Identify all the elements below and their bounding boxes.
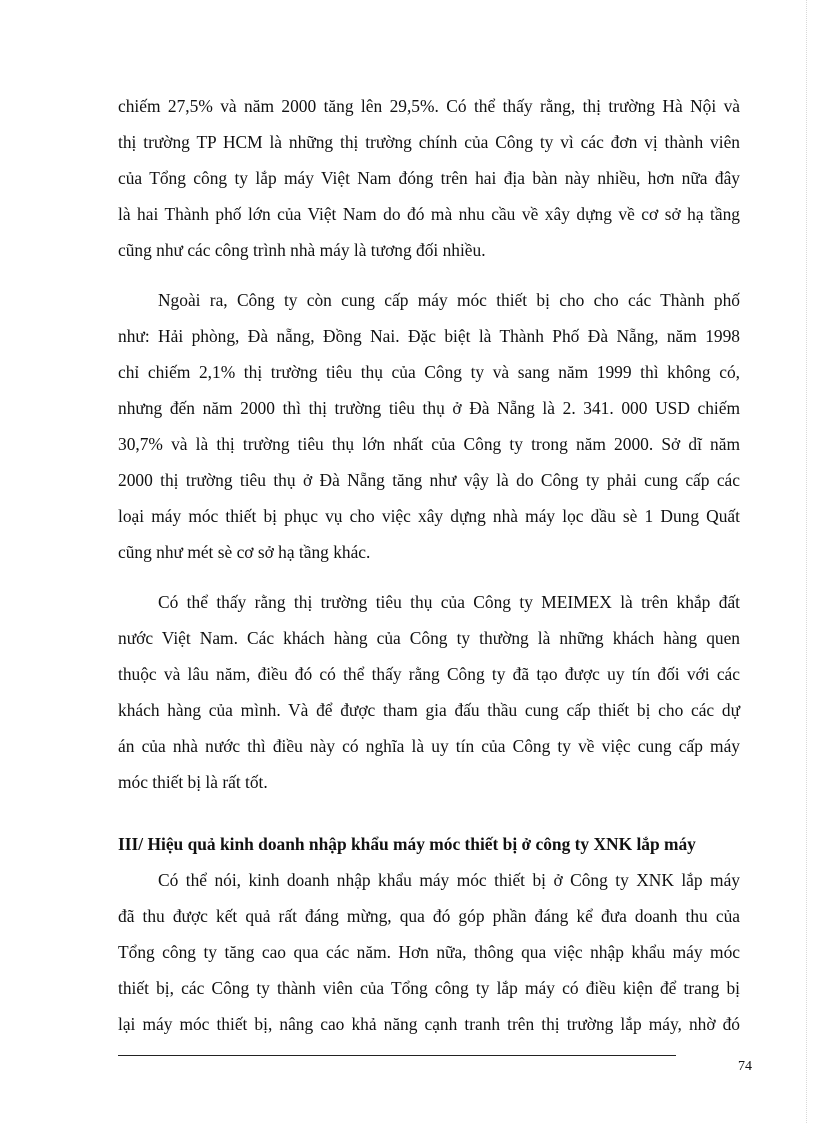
paragraph-1 (118, 88, 740, 268)
paragraph-2 (118, 282, 740, 570)
paragraph-line: cũng như các công trình nhà máy là tương đối nhiều. (118, 240, 486, 260)
paragraph-3 (118, 584, 740, 800)
paragraph-line: Ngoài ra, Công ty còn cung cấp máy móc thiết bị cho cho các Thành phố (158, 290, 740, 310)
paragraph-line: cũng như mét sè cơ sở hạ tầng khác. (118, 542, 371, 562)
page-content (118, 88, 740, 1042)
paragraph-line: Có thể nói, kinh doanh nhập khẩu máy móc thiết bị ở Công ty XNK lắp máy (158, 870, 740, 890)
paragraph-line: lại máy móc thiết bị, nâng cao khả năng cạnh tranh trên thị trường lắp máy, nhờ đó (118, 1014, 740, 1034)
paragraph-spacer (118, 570, 740, 584)
paragraph-line: thị trường TP HCM là những thị trường chính của Công ty vì các đơn vị thành viên (118, 132, 740, 152)
paragraph-line: chỉ chiếm 2,1% thị trường tiêu thụ của Công ty và sang năm 1999 thì không có, (118, 362, 740, 382)
paragraph-line: nhưng đến năm 2000 thì thị trường tiêu thụ ở Đà Nẵng là 2. 341. 000 USD chiếm (118, 398, 740, 418)
paragraph-line: 30,7% và là thị trường tiêu thụ lớn nhất của Công ty trong năm 2000. Sở dĩ năm (118, 434, 740, 454)
page-number: 74 (738, 1059, 752, 1074)
paragraph-line: đã thu được kết quả rất đáng mừng, qua đó góp phần đáng kể đưa doanh thu của (118, 906, 740, 926)
paragraph-line: của Tổng công ty lắp máy Việt Nam đóng trên hai địa bàn này nhiều, hơn nữa đây (118, 168, 740, 188)
paragraph-line: khách hàng của mình. Và để được tham gia đấu thầu cung cấp thiết bị cho các dự (118, 700, 740, 720)
paragraph-line: như: Hải phòng, Đà nẵng, Đồng Nai. Đặc biệt là Thành Phố Đà Nẵng, năm 1998 (118, 326, 740, 346)
section-heading: III/ Hiệu quả kinh doanh nhập khẩu máy móc thiết bị ở công ty XNK lắp máy (118, 834, 696, 854)
section-spacer (118, 800, 740, 826)
paragraph-line: 2000 thị trường tiêu thụ ở Đà Nẵng tăng như vậy là do Công ty phải cung cấp các (118, 470, 740, 490)
paragraph-4 (118, 862, 740, 1042)
paragraph-line: án của nhà nước thì điều này có nghĩa là uy tín của Công ty về việc cung cấp máy (118, 736, 740, 756)
paragraph-line: Tổng công ty tăng cao qua các năm. Hơn nữa, thông qua việc nhập khẩu máy móc (118, 942, 740, 962)
paragraph-line: thuộc và lâu năm, điều đó có thể thấy rằng Công ty đã tạo được uy tín đối với các (118, 664, 740, 684)
paragraph-line: nước Việt Nam. Các khách hàng của Công ty thường là những khách hàng quen (118, 628, 740, 648)
paragraph-line: loại máy móc thiết bị phục vụ cho việc xây dựng nhà máy lọc dầu sè 1 Dung Quất (118, 506, 740, 526)
paragraph-line: móc thiết bị là rất tốt. (118, 772, 268, 792)
page-edge-guide (806, 0, 807, 1123)
paragraph-spacer (118, 268, 740, 282)
paragraph-line: Có thể thấy rằng thị trường tiêu thụ của Công ty MEIMEX là trên khắp đất (158, 592, 740, 612)
paragraph-line: thiết bị, các Công ty thành viên của Tổng công ty lắp máy có điều kiện để trang bị (118, 978, 740, 998)
paragraph-line: là hai Thành phố lớn của Việt Nam do đó mà nhu cầu về xây dựng về cơ sở hạ tầng (118, 204, 740, 224)
footer-rule (118, 1055, 676, 1056)
paragraph-line: chiếm 27,5% và năm 2000 tăng lên 29,5%. Có thể thấy rằng, thị trường Hà Nội và (118, 96, 740, 116)
